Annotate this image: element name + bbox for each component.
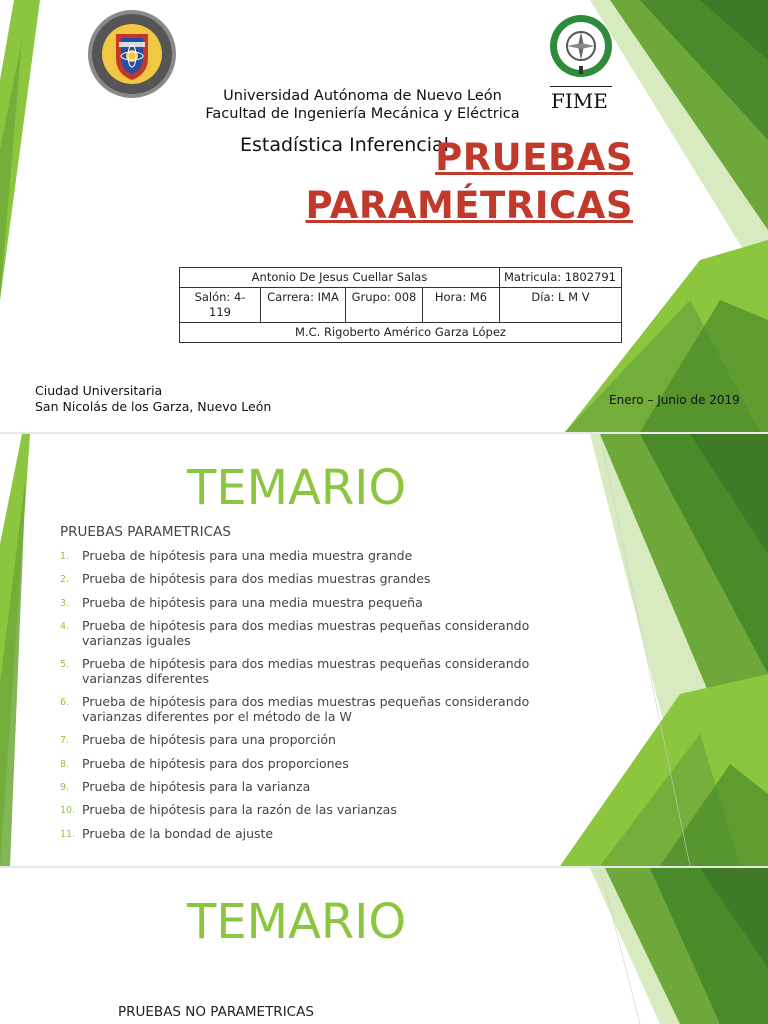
location-line-2: San Nicolás de los Garza, Nuevo León	[35, 399, 272, 414]
title-slide	[0, 0, 768, 432]
topic-list	[60, 548, 560, 849]
grupo: Grupo: 008	[346, 288, 423, 323]
temario-slide-2	[0, 868, 768, 1024]
topic-text: Prueba de hipótesis para dos medias muestras grandes	[82, 571, 431, 587]
topic-text: Prueba de hipótesis para dos medias muestras pequeñas considerando varianzas diferentes	[82, 656, 530, 687]
period: Enero – Junio de 2019	[609, 393, 740, 407]
topic-number: 10.	[60, 805, 76, 817]
topic-number: 9.	[60, 781, 70, 793]
topic-number: 6.	[60, 697, 70, 709]
topic-number: 8.	[60, 758, 70, 770]
carrera: Carrera: IMA	[261, 288, 346, 323]
dia: Día: L M V	[500, 288, 622, 323]
topic-number: 7.	[60, 735, 70, 747]
topic-text: Prueba de hipótesis para una proporción	[82, 732, 336, 748]
teacher-name: M.C. Rigoberto Américo Garza López	[180, 323, 622, 343]
topic-item	[60, 548, 560, 563]
university-name: Universidad Autónoma de Nuevo León	[223, 88, 502, 104]
topic-item	[60, 826, 560, 841]
topic-item	[60, 595, 560, 610]
hora: Hora: M6	[423, 288, 500, 323]
title-line-1: PRUEBAS	[435, 136, 633, 179]
topic-text: Prueba de hipótesis para dos medias muestras pequeñas considerando varianzas iguales	[82, 618, 530, 649]
fime-logo	[548, 8, 614, 88]
topic-item	[60, 571, 560, 586]
topic-number: 5.	[60, 659, 70, 671]
topic-item	[60, 694, 560, 724]
topic-text: Prueba de hipótesis para la varianza	[82, 778, 311, 794]
topic-item	[60, 756, 560, 771]
topic-text: Prueba de hipótesis para una media muestra pequeña	[82, 594, 423, 610]
fime-label: FIME	[551, 89, 608, 113]
salon: Salón: 4-119	[180, 288, 261, 323]
uanl-seal-logo	[86, 8, 178, 100]
topic-number: 1.	[60, 551, 70, 562]
topic-number: 4.	[60, 621, 70, 633]
course-name: Estadística Inferencial	[240, 134, 449, 156]
topic-item	[60, 802, 560, 817]
student-name: Antonio De Jesus Cuellar Salas	[180, 268, 500, 288]
topic-number: 2.	[60, 574, 70, 586]
topic-item	[60, 656, 560, 686]
section-subtitle: PRUEBAS PARAMETRICAS	[60, 524, 231, 540]
slide-title: TEMARIO	[187, 460, 407, 516]
temario-slide	[0, 434, 768, 866]
topic-text: Prueba de la bondad de ajuste	[82, 825, 274, 841]
fime-rule	[550, 86, 612, 87]
faculty-name: Facultad de Ingeniería Mecánica y Eléctrica	[205, 106, 520, 122]
topic-text: Prueba de hipótesis para la razón de las varianzas	[82, 802, 397, 818]
topic-text: Prueba de hipótesis para dos medias muestras pequeñas considerando varianzas diferentes por el método de la W	[82, 694, 530, 725]
section-subtitle: PRUEBAS NO PARAMETRICAS	[118, 1004, 314, 1020]
topic-item	[60, 732, 560, 747]
topic-item	[60, 779, 560, 794]
title-line-2: PARAMÉTRICAS	[305, 184, 633, 227]
location-line-1: Ciudad Universitaria	[35, 383, 163, 398]
topic-number: 3.	[60, 597, 70, 609]
slide-title: TEMARIO	[187, 894, 407, 950]
topic-item	[60, 618, 560, 648]
topic-text: Prueba de hipótesis para dos proporciones	[82, 755, 349, 771]
student-info-table	[179, 267, 622, 343]
topic-number: 11.	[60, 828, 76, 840]
matricula: Matricula: 1802791	[500, 268, 622, 288]
topic-text: Prueba de hipótesis para una media muestra grande	[82, 548, 413, 563]
